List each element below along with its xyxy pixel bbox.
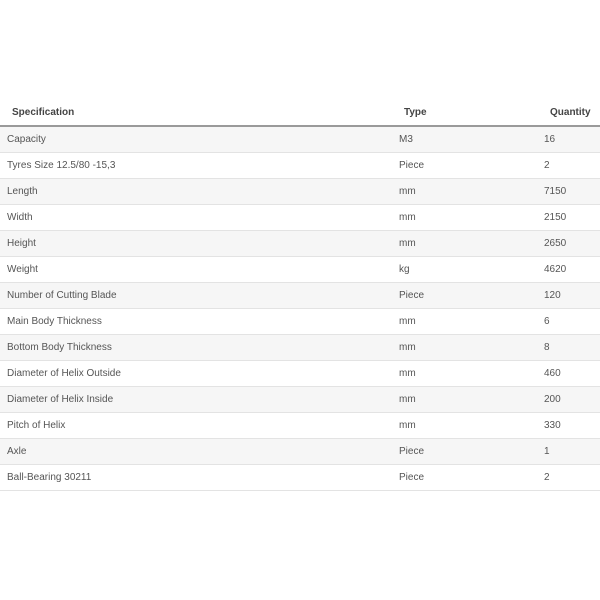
type-cell: mm <box>399 335 537 361</box>
quantity-column-header: Quantity <box>537 99 600 126</box>
table-row <box>0 205 600 231</box>
type-cell: Piece <box>399 465 537 491</box>
type-cell: M3 <box>399 126 537 153</box>
quantity-cell: 8 <box>537 335 600 361</box>
quantity-cell: 2150 <box>537 205 600 231</box>
specification-cell: Length <box>0 179 399 205</box>
table-row <box>0 387 600 413</box>
specification-cell: Pitch of Helix <box>0 413 399 439</box>
table-row <box>0 465 600 491</box>
specification-cell: Capacity <box>0 126 399 153</box>
type-cell: mm <box>399 179 537 205</box>
type-cell: mm <box>399 231 537 257</box>
quantity-cell: 460 <box>537 361 600 387</box>
specification-cell: Main Body Thickness <box>0 309 399 335</box>
table-row <box>0 126 600 153</box>
quantity-cell: 4620 <box>537 257 600 283</box>
type-cell: mm <box>399 413 537 439</box>
specification-cell: Width <box>0 205 399 231</box>
type-cell: mm <box>399 205 537 231</box>
type-cell: mm <box>399 387 537 413</box>
table-header-row <box>0 99 600 126</box>
table-row <box>0 257 600 283</box>
quantity-cell: 2 <box>537 465 600 491</box>
specification-cell: Diameter of Helix Outside <box>0 361 399 387</box>
specification-cell: Ball-Bearing 30211 <box>0 465 399 491</box>
table-row <box>0 153 600 179</box>
table-row <box>0 283 600 309</box>
type-cell: kg <box>399 257 537 283</box>
table-row <box>0 309 600 335</box>
type-cell: Piece <box>399 283 537 309</box>
quantity-cell: 200 <box>537 387 600 413</box>
table-header <box>0 99 600 126</box>
quantity-cell: 120 <box>537 283 600 309</box>
quantity-cell: 6 <box>537 309 600 335</box>
table-row <box>0 361 600 387</box>
quantity-cell: 16 <box>537 126 600 153</box>
table-row <box>0 413 600 439</box>
table-row <box>0 231 600 257</box>
type-cell: mm <box>399 361 537 387</box>
table-body <box>0 126 600 491</box>
specification-table <box>0 99 600 491</box>
table-row <box>0 439 600 465</box>
specification-cell: Axle <box>0 439 399 465</box>
specification-cell: Weight <box>0 257 399 283</box>
specification-cell: Bottom Body Thickness <box>0 335 399 361</box>
quantity-cell: 2 <box>537 153 600 179</box>
quantity-cell: 330 <box>537 413 600 439</box>
specification-cell: Tyres Size 12.5/80 -15,3 <box>0 153 399 179</box>
specification-cell: Height <box>0 231 399 257</box>
table-row <box>0 179 600 205</box>
specification-cell: Number of Cutting Blade <box>0 283 399 309</box>
quantity-cell: 7150 <box>537 179 600 205</box>
specification-column-header: Specification <box>0 99 399 126</box>
quantity-cell: 2650 <box>537 231 600 257</box>
specification-cell: Diameter of Helix Inside <box>0 387 399 413</box>
type-cell: mm <box>399 309 537 335</box>
type-cell: Piece <box>399 439 537 465</box>
type-cell: Piece <box>399 153 537 179</box>
type-column-header: Type <box>399 99 537 126</box>
table-row <box>0 335 600 361</box>
quantity-cell: 1 <box>537 439 600 465</box>
